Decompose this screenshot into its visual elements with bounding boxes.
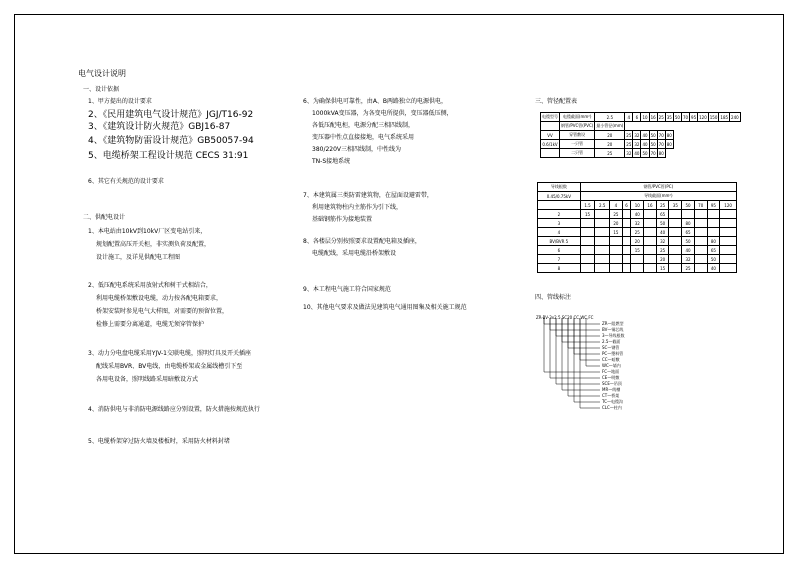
leader-line — [580, 318, 600, 408]
marking-label: TC—电缆沟 — [602, 399, 624, 404]
wire-table-cell — [622, 237, 631, 246]
wire-table-cell — [682, 210, 695, 219]
section2-heading: 二、供配电设计 — [83, 214, 126, 221]
conduit-table-cell: 6 — [633, 113, 641, 122]
note-line: 1000kVA变压器，为各变电所提供，变压器低压侧， — [312, 110, 453, 117]
wire-table-cell — [631, 255, 644, 264]
wire-table-cell — [720, 210, 737, 219]
note-line: 7、本建筑属三类防雷建筑物，在屋面设避雷带， — [303, 192, 433, 199]
wire-table-cell — [580, 255, 595, 264]
wire-table-cell: 20 — [610, 219, 623, 228]
supply-line: 规划配置高压开关柜，非实测负荷及配置， — [96, 241, 211, 248]
wire-table-cell: 65 — [656, 210, 669, 219]
wire-table-cell — [631, 264, 644, 273]
leader-line — [556, 318, 600, 384]
wire-count-cell: 6 — [538, 246, 581, 255]
conduit-table-cell: 最小管径(mm) — [595, 122, 625, 131]
conduit-table-cell: 50 — [642, 150, 648, 156]
conduit-table-cell: 2.5 — [595, 113, 625, 122]
wire-table-cell — [694, 228, 707, 237]
wire-table-cell: 25 — [610, 210, 623, 219]
marking-label: 2.5—截面 — [602, 339, 621, 344]
leader-line — [544, 318, 600, 324]
wire-table-cell — [610, 237, 623, 246]
wire-table-cell — [694, 246, 707, 255]
conduit-table-cell: 32 — [634, 141, 640, 147]
supply-line: 检修上需要分离通道，电缆无须穿管保护 — [96, 321, 205, 328]
note-line: 10、其他电气要求及做法见建筑电气通用图集及相关施工规范 — [303, 304, 467, 311]
wire-table-cell — [580, 246, 595, 255]
wire-table-cell: 50 — [707, 255, 720, 264]
wire-table-cell — [610, 264, 623, 273]
marking-label: BV—铜芯线 — [602, 327, 624, 332]
wire-table-cell — [595, 246, 610, 255]
conduit-table-cell: 70 — [650, 150, 656, 156]
wire-table-cell — [669, 210, 682, 219]
conduit-table-cell — [541, 149, 560, 158]
wire-table-cell: 25 — [682, 264, 695, 273]
marking-label: SC—钢管 — [602, 345, 620, 350]
supply-line: 配线采用BVR、BV电线，由电缆桥架或金属线槽引下至 — [96, 363, 243, 370]
conduit-table-cell: 70 — [658, 132, 664, 138]
wire-table-cell — [644, 219, 657, 228]
wire-table-cell: 20 — [631, 237, 644, 246]
wire-table-cell — [595, 237, 610, 246]
conduit-table-cell: 穿管敷设 — [560, 131, 595, 140]
wire-table-cell — [707, 210, 720, 219]
wire-table-cell — [669, 237, 682, 246]
wire-table-cell — [644, 255, 657, 264]
conduit-table-cell: 70 — [658, 141, 664, 147]
wire-table-cell — [595, 210, 610, 219]
note-line: TN-S接地系统 — [312, 158, 351, 165]
wire-size-cell: 35 — [669, 201, 682, 210]
wire-table-cell — [610, 255, 623, 264]
conduit-table-cell: 40 — [642, 132, 648, 138]
wire-table-cell — [694, 219, 707, 228]
wire-table-cell — [720, 264, 737, 273]
wire-table-cell — [622, 228, 631, 237]
wire-size-cell: 2.5 — [595, 201, 610, 210]
wire-table-cell: 50 — [656, 219, 669, 228]
wire-count-cell: BV/BVR 5 — [538, 237, 581, 246]
leader-line — [568, 318, 600, 348]
leader-line — [580, 318, 600, 360]
wire-table-cell: 40 — [707, 264, 720, 273]
wire-table-cell — [694, 255, 707, 264]
marking-label: ZR—阻燃型 — [602, 321, 624, 326]
conduit-table-cell: 0.6/1kV — [542, 141, 558, 147]
wire-size-cell: 16 — [644, 201, 657, 210]
supply-line: 5、电缆桥架穿过防火墙及楼板时，采用防火材料封堵 — [88, 438, 230, 445]
conduit-table-cell: 4 — [625, 113, 633, 122]
wire-table-cell: 80 — [682, 219, 695, 228]
marking-label: CLC—柱内 — [602, 405, 622, 410]
wire-size-cell: 120 — [720, 201, 737, 210]
wire-table-cell — [720, 228, 737, 237]
wire-size-cell: 1.5 — [580, 201, 595, 210]
wire-table-cell — [580, 219, 595, 228]
wire-table-cell: 15 — [580, 210, 595, 219]
conduit-table-cell: 50 — [674, 114, 680, 120]
supply-line: 桥架安装时参见电气大样图，对需要的预留位置， — [96, 308, 229, 315]
wire-table-cell — [644, 246, 657, 255]
note-line: 基础钢筋作为接地装置 — [312, 216, 373, 223]
wire-table-cell — [694, 264, 707, 273]
conduit-table-cell: 25 — [626, 132, 632, 138]
wire-table-cell: 25 — [631, 228, 644, 237]
wire-conduit-table — [537, 182, 737, 273]
wire-table-cell — [610, 246, 623, 255]
wire-table-cell — [669, 246, 682, 255]
wire-table-cell — [595, 264, 610, 273]
conduit-table-cell: VV — [541, 131, 560, 140]
wire-count-cell: 7 — [538, 255, 581, 264]
wire-table-header: 导线截面(mm²) — [580, 192, 736, 201]
conduit-table-cell: 185 — [720, 114, 729, 120]
conduit-table-cell: 一只管 — [560, 140, 595, 149]
note-line: 各低压配电柜，电源分配三相四线制， — [312, 122, 415, 129]
wire-table-header: 钢管/PVC管(PC) — [580, 183, 736, 192]
marking-label: SCE—吊顶 — [602, 381, 622, 386]
conduit-table-cell: 20 — [595, 131, 625, 140]
wire-table-cell: 80 — [707, 237, 720, 246]
wire-table-cell — [707, 228, 720, 237]
wire-table-cell — [595, 228, 610, 237]
wire-table-header: 0.45/0.75kV — [538, 192, 581, 201]
wire-table-cell — [720, 255, 737, 264]
conduit-table-cell: 电缆型号 — [541, 113, 560, 122]
wire-size-cell: 95 — [707, 201, 720, 210]
wire-size-cell: 10 — [631, 201, 644, 210]
conduit-table-cell: 120 — [699, 114, 707, 120]
wire-table-cell — [694, 237, 707, 246]
wire-table-cell — [580, 264, 595, 273]
note-line: 电缆配线，采用电缆沿桥架敷设 — [312, 250, 397, 257]
wire-table-cell: 40 — [656, 228, 669, 237]
supply-line: 利用电缆桥架敷设电缆，动力按各配电箱要求， — [96, 295, 223, 302]
conduit-table-cell: 16 — [650, 114, 656, 120]
note-line: 380/220V三相四线制，中性线为 — [312, 146, 402, 153]
wire-table-cell — [580, 237, 595, 246]
marking-label: CE—明敷 — [602, 375, 620, 380]
conduit-table-cell — [541, 122, 560, 131]
conduit-table-cell: 32 — [626, 150, 632, 156]
page-title: 电气设计说明 — [78, 69, 126, 78]
basis-item: 1、甲方提出的设计要求 — [88, 98, 152, 105]
wire-size-cell: 6 — [622, 201, 631, 210]
wire-table-cell — [694, 210, 707, 219]
wire-table-cell — [707, 219, 720, 228]
supply-line: 各用电设备，照明线路采用暗敷设方式 — [96, 376, 199, 383]
wire-table-cell: 20 — [656, 255, 669, 264]
wire-table-cell — [644, 237, 657, 246]
wire-table-cell — [720, 237, 737, 246]
note-line: 利用建筑物柱内主筋作为引下线， — [312, 204, 403, 211]
conduit-table-cell: 150 — [709, 114, 718, 120]
wire-table-cell: 32 — [682, 255, 695, 264]
wire-count-cell: 3 — [538, 219, 581, 228]
wire-table-cell — [580, 228, 595, 237]
conduit-table-cell: 40 — [642, 141, 648, 147]
wire-count-cell: 2 — [538, 210, 581, 219]
note-line: 9、本工程电气施工符合国家规范 — [303, 286, 391, 293]
wire-table-cell: 32 — [656, 237, 669, 246]
wire-table-cell — [669, 228, 682, 237]
leader-line — [544, 318, 600, 372]
marking-label: PC—塑料管 — [602, 351, 624, 356]
marking-label: CC—暗敷 — [602, 357, 620, 362]
wire-table-cell: 40 — [682, 246, 695, 255]
basis-item: 5、电缆桥架工程设计规范 CECS 31:91 — [88, 151, 249, 161]
conduit-table-cell: 25 — [626, 141, 632, 147]
wire-table-cell — [669, 264, 682, 273]
conduit-table-cell: 50 — [650, 141, 656, 147]
wire-table-cell: 25 — [656, 246, 669, 255]
conduit-table-cell: 10 — [642, 114, 648, 120]
marking-label: MR—线槽 — [602, 387, 621, 392]
wire-table-cell: 65 — [707, 246, 720, 255]
wire-table-cell — [538, 201, 581, 210]
marking-label: CT—桥架 — [602, 393, 620, 398]
wire-table-cell — [644, 264, 657, 273]
marking-label: 3—导线根数 — [602, 333, 625, 338]
marking-label: WC—墙内 — [602, 363, 621, 368]
conduit-table — [540, 112, 741, 158]
supply-line: 3、动力分电盘电缆采用YJV-1交联电缆，照明灯具及开关插座 — [88, 350, 251, 357]
wire-table-cell: 15 — [631, 246, 644, 255]
conduit-table-cell: 32 — [634, 132, 640, 138]
marking-leader-lines — [536, 318, 646, 428]
conduit-table-cell: 40 — [634, 150, 640, 156]
wire-table-cell — [622, 210, 631, 219]
conduit-table-cell: 25 — [658, 114, 664, 120]
conduit-table-cell: 80 — [666, 141, 672, 147]
supply-line: 2、低压配电系统采用放射式和树干式相结合， — [88, 282, 212, 289]
wire-table-cell — [622, 255, 631, 264]
wire-size-cell: 70 — [694, 201, 707, 210]
wire-table-cell — [720, 246, 737, 255]
conduit-table-cell: 70 — [682, 114, 689, 120]
wire-table-cell: 15 — [656, 264, 669, 273]
wire-count-cell: 4 — [538, 228, 581, 237]
supply-line: 设计施工，及详见供配电工程图 — [96, 254, 181, 261]
section4-heading: 四、管线标注 — [535, 294, 572, 301]
note-line: 6、为确保供电可靠性，由A、B两路独立的电源供电， — [303, 98, 448, 105]
section1-heading: 一、设计依据 — [83, 86, 120, 93]
basis-item: 6、其它有关规范的设计要求 — [88, 178, 164, 185]
wire-table-cell: 65 — [682, 228, 695, 237]
wire-size-cell: 4 — [610, 201, 623, 210]
wire-table-cell: 50 — [682, 237, 695, 246]
leader-line — [556, 318, 600, 336]
wire-table-cell — [644, 210, 657, 219]
wire-table-cell — [720, 219, 737, 228]
marking-example: ZR-BV-3x2.5 SC20 CC,WC,FC — [536, 315, 594, 320]
conduit-table-cell: 80 — [666, 132, 672, 138]
wire-table-cell — [595, 219, 610, 228]
note-line: 变压器中性点直接接地，电气系统采用 — [312, 134, 415, 141]
conduit-table-cell: 25 — [595, 149, 625, 158]
wire-table-cell — [595, 255, 610, 264]
wire-table-cell: 15 — [610, 228, 623, 237]
basis-item: 2、《民用建筑电气设计规范》JGJ/T16-92 — [88, 110, 254, 120]
conduit-table-cell: 240 — [731, 114, 739, 120]
conduit-table-cell: 95 — [691, 114, 697, 120]
conduit-table-cell: 电缆截面(mm²) — [560, 113, 595, 122]
basis-item: 4、《建筑物防雷设计规范》GB50057-94 — [88, 136, 254, 146]
conduit-table-cell: 二只管 — [560, 149, 595, 158]
note-line: 8、各楼层分别按照要求设置配电箱及插座， — [303, 238, 421, 245]
supply-line: 1、本电站由10kV到10kV厂区变电站引来， — [88, 228, 207, 235]
wire-table-cell — [669, 255, 682, 264]
leader-line — [568, 318, 600, 396]
conduit-table-cell: 钢管/PVC管(PVC) — [560, 122, 595, 131]
wire-table-cell — [669, 219, 682, 228]
basis-item: 3、《建筑设计防火规范》GBJ16-87 — [88, 122, 231, 132]
supply-line: 4、消防供电与非消防电源线路应分别设置，防火措施按规范执行 — [88, 406, 260, 413]
wire-table-cell — [644, 228, 657, 237]
wire-size-cell: 50 — [682, 201, 695, 210]
wire-count-cell: 8 — [538, 264, 581, 273]
conduit-table-cell: 80 — [658, 150, 664, 156]
conduit-table-cell: 50 — [650, 132, 656, 138]
table1-heading: 三、管径配置表 — [535, 98, 578, 105]
wire-table-cell — [622, 219, 631, 228]
wire-table-cell: 32 — [631, 219, 644, 228]
conduit-table-cell: 35 — [666, 114, 672, 120]
wire-table-cell — [622, 246, 631, 255]
wire-size-cell: 25 — [656, 201, 669, 210]
conduit-table-cell: 20 — [595, 140, 625, 149]
wire-table-cell — [622, 264, 631, 273]
marking-label: FC—地面 — [602, 369, 620, 374]
wire-table-cell: 40 — [631, 210, 644, 219]
wire-table-header: 导线根数 — [538, 183, 581, 192]
